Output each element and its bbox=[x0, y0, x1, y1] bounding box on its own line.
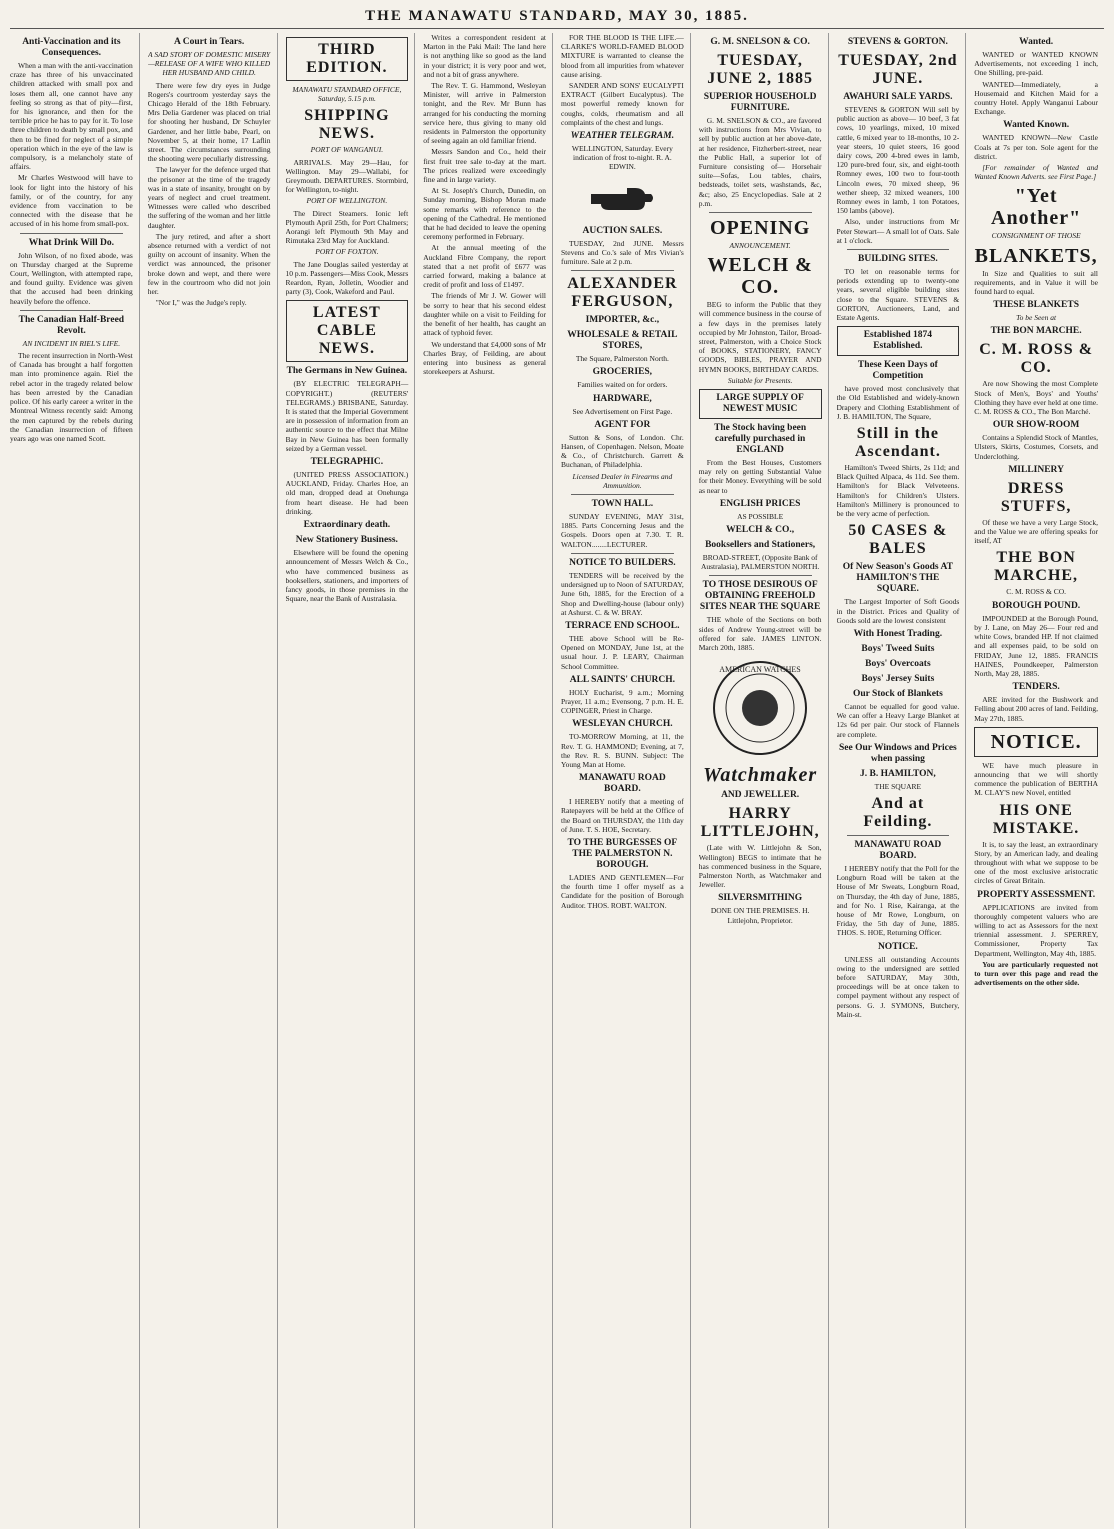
advert-title: J. B. HAMILTON, bbox=[859, 768, 936, 779]
article-paragraph: Elsewhere will be found the opening announcement of Messrs Welch & Co., who have commenced business as booksellers, stationers, and importers of fancy goods, in those premises in the Square, near the Bank of Australasia. bbox=[285, 548, 409, 604]
advert-title: THE BON MARCHE, bbox=[994, 549, 1079, 585]
advert-subtitle: Licensed Dealer in Firearms and Ammunition. bbox=[572, 471, 673, 490]
article-paragraph: (UNITED PRESS ASSOCIATION.) AUCKLAND, Friday. Charles Hoe, an old man, dropped dead at Onehunga from heart disease. He had been drinking. bbox=[285, 470, 409, 516]
advert-title: These Keen Days of Competition bbox=[857, 360, 938, 382]
advert-title: SILVERSMITHING bbox=[718, 893, 803, 904]
wanted-known-title: Wanted Known. bbox=[1003, 120, 1070, 131]
advert-title: AGENT FOR bbox=[594, 419, 651, 430]
advert-paragraph: IMPOUNDED at the Borough Pound, by J. Lane, on May 26— Four red and white Cows, branded HP. If not claimed and all expenses paid, to be sold on FRIDAY, June 12, 1885. FRANCIS HAINES, Poundkeeper, Palmerston North, May 28, 1885. bbox=[974, 613, 1098, 678]
columns bbox=[10, 33, 1104, 1528]
article-subtitle: A SAD STORY OF DOMESTIC MISERY—RELEASE OF A WIFE WHO KILLED HER HUSBAND AND CHILD. bbox=[148, 50, 271, 78]
advert-paragraph: G. M. SNELSON & CO., are favored with instructions from Mrs Vivian, to sell by public auction at her above-date, at her residence, Fitzherbert-street, near the Public Hall, a superior lot of Furniture consisting of— Horsehair suite—Sofas, Lou tables, chairs, bedsteads, toilet sets, washstands, &c, &c; also, 25 Encyclopedias. Sale at 2 p.m. bbox=[698, 116, 822, 208]
article-paragraph: At the annual meeting of the Auckland Fibre Company, the report stated that a net profit of £677 was carried forward, making a balance at credit of profit and loss of £1497. bbox=[423, 243, 546, 290]
advert-title: THE BON MARCHE. bbox=[990, 326, 1082, 337]
divider bbox=[571, 494, 674, 495]
telegraphic-title: TELEGRAPHIC. bbox=[310, 457, 384, 468]
article-paragraph: The Rev. T. G. Hammond, Wesleyan Minister, will arrive in Palmerston tonight, and the Rev. Mr Bunn has arranged for his conducting the morning service here, thus giving to many old residents in Palmerston the opportunity of seeing again an old familiar friend. bbox=[423, 81, 546, 146]
section-subtitle: PORT OF WANGANUI. bbox=[310, 145, 384, 155]
article-paragraph: John Wilson, of no fixed abode, was on Thursday charged at the Supreme Court, Wellington, with attempted rape, and found guilty. Evidence was given that the accused had been drinking heavily before the offence. bbox=[10, 250, 133, 306]
advert-paragraph: WANTED KNOWN—New Castle Coals at 7s per ton. Sole agent for the district. bbox=[974, 133, 1098, 161]
seal-text: AMERICAN WATCHES bbox=[719, 665, 801, 675]
divider bbox=[20, 310, 123, 311]
advert-paragraph: WANTED or WANTED KNOWN Advertisements, not exceeding 1 inch, One Shilling, pre-paid. bbox=[974, 50, 1098, 78]
advert-title: AWAHURI SALE YARDS. bbox=[843, 92, 953, 102]
advert-paragraph: THE above School will be Re-Opened on MONDAY, June 1st, at the usual hour. J. P. LEARY, Chairman School Committee. bbox=[561, 633, 684, 671]
advert-paragraph: FOR THE BLOOD IS THE LIFE.—CLARKE'S WORLD-FAMED BLOOD MIXTURE is warranted to cleanse the blood from all impurities from whatever cause arising. bbox=[561, 33, 684, 79]
advert-title: HARRY LITTLEJOHN, bbox=[700, 805, 820, 841]
advert-paragraph: HOLY Eucharist, 9 a.m.; Morning Prayer, 11 a.m.; Evensong, 7 p.m. H. E. COPINGER, Priest in Charge. bbox=[561, 687, 684, 716]
auction-sales-title: AUCTION SALES. bbox=[582, 225, 663, 236]
advert-paragraph: See Advertisement on First Page. bbox=[572, 406, 673, 416]
shipping-news-title: SHIPPING NEWS. bbox=[304, 107, 390, 143]
advert-title: MANAWATU ROAD BOARD. bbox=[854, 839, 942, 861]
advert-title: WELCH & CO., bbox=[726, 525, 795, 536]
advert-title: The Stock having been carefully purchased in ENGLAND bbox=[714, 423, 807, 456]
advert-paragraph: THE SQUARE bbox=[874, 781, 922, 791]
advert-title: ENGLISH PRICES bbox=[719, 498, 801, 509]
advert-title: ALL SAINTS' CHURCH. bbox=[569, 674, 676, 685]
article-title: The Germans in New Guinea. bbox=[286, 366, 408, 377]
advert-paragraph: SUNDAY EVENING, MAY 31st, 1885. Parts Concerning Jesus and the Gospels. Doors open at 7.30. T. R. WALTON........LECTURER. bbox=[561, 512, 684, 549]
advert-paragraph: TO let on reasonable terms for periods extending up to twenty-one years, several eligible building sites close to the Square. STEVENS & GORTON, Auctioneers, Land, and Estate Agents. bbox=[836, 267, 960, 323]
article-paragraph: Writes a correspondent resident at Marton in the Paki Mail: The land here is not anything like so good as the land in your district; it is very poor and wet, and not a bit of grass anywhere. bbox=[423, 33, 546, 79]
article-title-anti-vaccination: Anti-Vaccination and its Consequences. bbox=[22, 37, 121, 58]
column-2 bbox=[148, 33, 278, 1528]
advert-title: MILLINERY bbox=[1008, 464, 1064, 475]
advert-title: TENDERS. bbox=[1012, 682, 1060, 693]
masthead: THE MANAWATU STANDARD, MAY 30, 1885. bbox=[10, 8, 1104, 29]
advert-title: AND JEWELLER. bbox=[721, 790, 800, 801]
wanted-title: Wanted. bbox=[1019, 37, 1054, 47]
article-paragraph: At St. Joseph's Church, Dunedin, on Sunday morning, Bishop Moran made some remarks with reference to the opening of the Cathedral. He mentioned that he had decided to leave the opening ceremony performed in February. bbox=[423, 186, 546, 242]
divider bbox=[20, 233, 123, 234]
advert-paragraph: Contains a Splendid Stock of Mantles, Ulsters, Skirts, Costumes, Corsets, and Underclothing. bbox=[974, 433, 1098, 461]
advert-paragraph: DONE ON THE PREMISES. H. Littlejohn, Proprietor. bbox=[710, 906, 810, 925]
established-banner: Established 1874 Established. bbox=[837, 326, 960, 356]
advert-paragraph: Also, under instructions from Mr Peter Stewart— A small lot of Oats. Sale at 1 o'clock. bbox=[836, 217, 960, 245]
watch-seal-icon bbox=[710, 658, 810, 758]
advert-title: GROCERIES, bbox=[592, 367, 653, 378]
column-4 bbox=[423, 33, 553, 1528]
advert-title: HARDWARE, bbox=[592, 393, 652, 404]
advert-title: See Our Windows and Prices when passing bbox=[839, 742, 957, 764]
advert-title: Boys' Jersey Suits bbox=[861, 673, 935, 684]
advert-paragraph: WE have much pleasure in announcing that we will shortly commence the publication of BERTHA M. CLAY'S new Novel, entitled bbox=[974, 760, 1098, 798]
article-paragraph: The jury retired, and after a short absence returned with a verdict of not guilty on account of insanity. When the verdict was announced, the prisoner broke down and wept, and there were few in the courtroom who did not join her. bbox=[147, 231, 271, 297]
article-title-court-in-tears: A Court in Tears. bbox=[174, 37, 245, 47]
advert-title: SUPERIOR HOUSEHOLD FURNITURE. bbox=[703, 92, 817, 113]
advert-paragraph: C. M. ROSS & CO. bbox=[1006, 587, 1067, 597]
advert-title: Of New Season's Goods AT HAMILTON'S THE SQUARE. bbox=[842, 562, 953, 595]
divider bbox=[571, 553, 674, 554]
article-paragraph: Mr Charles Westwood will have to look for light into the history of his family, or of the country, for any evidence from vaccination to be connected with the disease that he accused of in his home from small-pox. bbox=[10, 173, 133, 229]
article-paragraph: The lawyer for the defence urged that the prisoner at the time of the tragedy was in a state of insanity, brought on by years of neglect and cruel treatment. Witnesses were called who described the suffering of the woman and her little daughter. bbox=[147, 165, 271, 230]
advert-title: TERRACE END SCHOOL. bbox=[565, 620, 680, 631]
article-paragraph: The Jane Douglas sailed yesterday at 10 p.m. Passengers—Miss Cook, Messrs Reardon, Ryan, Jolletin, Woodier and party (3), Cook, Wakeford and Paul. bbox=[285, 259, 409, 297]
third-edition-title: THIRD EDITION. bbox=[286, 37, 409, 81]
weather-text: WELLINGTON, Saturday. Every indication of frost to-night. R. A. EDWIN. bbox=[571, 144, 673, 172]
notice-title: NOTICE. bbox=[974, 727, 1098, 757]
article-subtitle: AN INCIDENT IN RIEL'S LIFE. bbox=[22, 338, 121, 348]
advert-title: Still in the Ascendant. bbox=[854, 425, 941, 461]
advert-title: TO THOSE DESIROUS OF OBTAINING FREEHOLD SITES NEAR THE SQUARE bbox=[699, 580, 821, 613]
advert-title: THESE BLANKETS bbox=[993, 300, 1080, 311]
advert-title: 50 CASES & BALES bbox=[848, 522, 948, 558]
welch-co-title: WELCH & CO. bbox=[707, 254, 813, 299]
advert-title: Booksellers and Stationers, bbox=[705, 540, 816, 551]
section-subtitle: PORT OF FOXTON. bbox=[315, 247, 379, 257]
article-paragraph: "Nor I," was the Judge's reply. bbox=[155, 298, 247, 308]
opening-title: OPENING bbox=[709, 217, 811, 240]
advert-title: ALEXANDER FERGUSON, bbox=[567, 275, 678, 311]
divider bbox=[709, 575, 812, 576]
advert-paragraph: It is, to say the least, an extraordinary Story, by an American lady, and dealing throughout with what we suppose to be one of the most exclusive aristocratic circles of Great Britain. bbox=[974, 839, 1098, 886]
article-paragraph: The friends of Mr J. W. Gower will be sorry to hear that his second eldest daughter while on a visit to Feilding for the benefit of her health, has caught an attack of typhoid fever. bbox=[423, 291, 546, 338]
article-paragraph: (BY ELECTRIC TELEGRAPH—COPYRIGHT.) (REUTERS' TELEGRAMS.) BRISBANE, Saturday. It is stated that the Imperial Government are in possession of information from an authentic source to the effect that Milne Bay in New Guinea has been formally seized by a German vessel. bbox=[285, 379, 409, 453]
article-paragraph: ARRIVALS. May 29—Hau, for Wellington. May 29—Wallabi, for Greymouth. DEPARTURES. Stormbird, for Wellington, to-night. bbox=[285, 157, 409, 195]
divider bbox=[709, 212, 812, 213]
advert-paragraph: I HEREBY notify that the Poll for the Longburn Road will be taken at the House of Mr Sweats, Longburn Road, on Thursday, the 4th day of June, 1885, and for No. 1 Rise, Kairanga, at the house of Mr Rowe, Longburn, on Friday, the 5th day of June, 1885. THOS. S. HOE, Returning Officer. bbox=[836, 863, 960, 938]
article-title-canadian-revolt: The Canadian Half-Breed Revolt. bbox=[18, 314, 125, 336]
advert-paragraph: [For remainder of Wanted and Wanted Known Adverts. see First Page.] bbox=[974, 163, 1098, 182]
article-paragraph: Messrs Sandon and Co., held their first fruit tree sale to-day at the mart. The prices realized were exceedingly fine and in large variety. bbox=[423, 147, 546, 185]
advert-paragraph: Hamilton's Tweed Shirts, 2s 11d; and Black Quilted Alpaca, 4s 11d. See them. Hamilton's for Black Velveteens. Hamilton's for Children's Ulsters. Hamilton's Millinery is pronounced to be the very acme of perfection. bbox=[836, 463, 960, 519]
advert-title: OUR SHOW-ROOM bbox=[992, 420, 1080, 431]
advert-paragraph: Cannot be equalled for good value. We can offer a Heavy Large Blanket at 12s 6d per pair. Our stock of Flannels are complete. bbox=[836, 701, 960, 739]
advert-paragraph: SANDER AND SONS' EUCALYPTI EXTRACT (Gilbert Eucalyptus). The most powerful remedy known for coughs, colds, rheumatism and all complaints of the chest and lungs. bbox=[561, 81, 684, 127]
article-paragraph: When a man with the anti-vaccination craze has three of his unvaccinated children attacked with small pox and loses them all, one cannot have any feeling so strong as that of pity—first, for his ignorance, and then for the terrible price he has to pay for it. To lose three children to death by small pox, and then to be fined for neglect of a simple operation which in the eye of the law is compulsory, is a melancholy state of affairs. bbox=[10, 61, 133, 172]
advert-paragraph: BROAD-STREET, (Opposite Bank of Australasia), PALMERSTON NORTH. bbox=[700, 553, 820, 572]
advert-title: TO THE BURGESSES OF THE PALMERSTON N. BOROUGH. bbox=[567, 837, 678, 870]
advert-paragraph: WANTED—Immediately, a Housemaid and Kitchen Maid for a country Hotel. Apply Wanganui Labour Exchange. bbox=[974, 79, 1098, 117]
advert-paragraph: The Largest Importer of Soft Goods in the District. Prices and Quality of Goods sold are the lowest consistent bbox=[836, 597, 960, 625]
blankets-title: BLANKETS, bbox=[974, 244, 1098, 267]
column-6 bbox=[699, 33, 829, 1528]
article-title-drink: What Drink Will Do. bbox=[28, 237, 114, 248]
article-paragraph: The recent insurrection in North-West of Canada has brought a half forgotten man into prominence again. Riel the rebel actor in the tragedy related below has been arrested by the Canadian police. Of his early career a writer in the Montreal Witness recently said: Among the men captured by the rebels during the Canadian insurrection of fifteen years ago was one named Scott. bbox=[10, 351, 133, 443]
advert-paragraph: (Late with W. Littlejohn & Son, Wellington) BEGS to intimate that he has commenced business in the Square, Palmerston North, as Watchmaker and Jeweller. bbox=[698, 843, 822, 890]
novel-title: HIS ONE MISTAKE. bbox=[992, 801, 1080, 837]
advert-paragraph: TUESDAY, 2nd JUNE. Messrs Stevens and Co.'s sale of Mrs Vivian's furniture. Sale at 2 p.m. bbox=[561, 238, 684, 267]
advert-title: WESLEYAN CHURCH. bbox=[572, 719, 673, 730]
advert-paragraph: STEVENS & GORTON Will sell by public auction as above— 10 beef, 3 fat cows, 10 yearlings, mixed, 10 mixed cattle, 6 mixed year to 18-months, 10 2-year steers, 10 quiet steers, 16 good dairy cows, 200 4-bred ewes in lamb, 120 pure-bred four, six, and eight-tooth Romney ewes, 100 two to four-tooth Lincoln ewes, 70 mixed sheep, 96 wether sheep, 32 mixed weaners, 100 Romney ewes in lamb, 1 ton Potatoes, 150 lambs (above). bbox=[836, 105, 960, 216]
latest-cable-news-title: LATEST CABLE NEWS. bbox=[286, 300, 409, 362]
advert-title: DRESS STUFFS, bbox=[1000, 479, 1072, 515]
advert-paragraph: APPLICATIONS are invited from thoroughly competent valuers who are willing to act as Assessors for the next triennial assessment. J. SPERREY, Commissioner, Property Tax Department, Wellington, May 4th, 1885. bbox=[974, 902, 1098, 958]
advert-paragraph: BEG to inform the Public that they will commence business in the course of a few days in the premises lately occupied by Mr Johnston, Tailor, Broad-street, Palmerston, with a Choice Stock of BOOKS, STATIONERY, FANCY GOODS, BIBLES, PRAYER AND HYMN BOOKS, BIRTHDAY CARDS. bbox=[698, 300, 822, 374]
advert-paragraph: AS POSSIBLE bbox=[737, 511, 784, 521]
advert-title: MANAWATU ROAD BOARD. bbox=[579, 773, 666, 795]
advert-title: TUESDAY, 2nd JUNE. bbox=[838, 52, 958, 87]
advert-paragraph: have proved most conclusively that the Old Established and widely-known Drapery and Clothing Establishment of J. B. HAMILTON, The Square, bbox=[836, 384, 960, 421]
advert-paragraph: TENDERS will be received by the undersigned up to Noon of SATURDAY, June 6th, 1885, for the Erection of a Shop and Dwelling-house (labour only) at Ashurst. C. & W. BRAY. bbox=[561, 570, 684, 617]
advert-paragraph: Are now Showing the most Complete Stock of Men's, Boys' and Youths' Clothing they have ever held at one time. C. M. ROSS & CO., The Bon Marché. bbox=[974, 379, 1098, 417]
article-paragraph: We understand that £4,000 sons of Mr Charles Bray, of Feilding, are about entering into business as general storekeepers at Ashurst. bbox=[423, 339, 546, 377]
weather-telegram-title: WEATHER TELEGRAM. bbox=[570, 131, 675, 142]
article-paragraph: There were few dry eyes in Judge Rogers's courtroom yesterday says the Chicago Herald of the 18th February. Mrs Delia Gardener was placed on trial for shooting her husband, Dr Schuyler Gardener, and her little babe, Pearl, on November 5, at their home, 17 Laflin street. The circumstances surrounding the shooting were peculiarly distressing. bbox=[147, 80, 271, 164]
advert-paragraph: Sutton & Sons, of London. Chr. Hansen, of Copenhagen. Nelson, Moate & Co., of Christchurch. Garrett & Buchanan, of Philadelphia. bbox=[561, 432, 684, 470]
section-subtitle: PORT OF WELLINGTON. bbox=[306, 196, 388, 206]
music-box-title: LARGE SUPPLY OF NEWEST MUSIC bbox=[699, 389, 822, 419]
opening-subtitle: ANNOUNCEMENT. bbox=[729, 241, 791, 251]
advert-paragraph: I HEREBY notify that a meeting of Ratepayers will be held at the Office of the Board on THURSDAY, the 11th day of June. T. S. HOE, Secretary. bbox=[561, 797, 684, 834]
column-7 bbox=[837, 33, 967, 1528]
yet-another-title: "Yet Another" bbox=[991, 185, 1082, 230]
advert-subtitle: To be Seen at bbox=[1016, 313, 1057, 323]
advert-paragraph: From the Best Houses, Customers may rely on getting Substantial Value for their Money. Everything will be sold as near to bbox=[698, 458, 822, 495]
advert-title: STEVENS & GORTON. bbox=[847, 37, 948, 47]
advert-paragraph: ARE invited for the Bushwork and Felling about 200 acres of land. Feilding, May 27th, 1885. bbox=[974, 695, 1098, 723]
article-title: New Stationery Business. bbox=[295, 535, 398, 546]
column-8 bbox=[974, 33, 1104, 1528]
advert-title: PROPERTY ASSESSMENT. bbox=[977, 889, 1096, 900]
advert-title: BOROUGH POUND. bbox=[992, 600, 1081, 611]
advert-title: BUILDING SITES. bbox=[858, 254, 938, 265]
advert-title: TUESDAY, JUNE 2, 1885 bbox=[707, 52, 814, 87]
article-paragraph: The Direct Steamers. Ionic left Plymouth April 25th, for Port Chalmers; Aorangi left Plymouth 9th May and Rimutaka 23rd May for Auckland. bbox=[285, 208, 409, 246]
divider bbox=[847, 835, 950, 836]
advert-title: NOTICE TO BUILDERS. bbox=[569, 557, 676, 568]
advert-title: Our Stock of Blankets bbox=[852, 688, 943, 699]
advert-paragraph: Families waited on for orders. bbox=[577, 380, 668, 390]
advert-title: C. M. ROSS & CO. bbox=[979, 341, 1094, 377]
advert-title: With Honest Trading. bbox=[853, 628, 943, 639]
divider bbox=[847, 249, 950, 250]
column-1 bbox=[10, 33, 140, 1528]
column-3 bbox=[286, 33, 416, 1528]
article-title: Extraordinary death. bbox=[303, 520, 391, 531]
pointing-hand-icon bbox=[587, 178, 657, 220]
divider bbox=[571, 270, 674, 271]
advert-title: TOWN HALL. bbox=[591, 499, 654, 510]
advert-subtitle: CONSIGNMENT OF THOSE bbox=[991, 231, 1081, 241]
advert-paragraph: THE whole of the Sections on both sides of Andrew Young-street will be offered for sale. JAMES LINTON. March 20th, 1885. bbox=[698, 615, 822, 653]
advert-paragraph: You are particularly requested not to turn over this page and read the advertisements on the other side. bbox=[974, 959, 1098, 988]
advert-paragraph: Of these we have a very Large Stock, and the Value we are offering speaks for itself, AT bbox=[974, 517, 1098, 546]
advert-paragraph: In Size and Qualities to suit all requirements, and in Value it will be found hard to equal. bbox=[974, 268, 1098, 297]
advert-subtitle: Suitable for Presents. bbox=[727, 375, 793, 385]
advert-paragraph: TO-MORROW Morning, at 11, the Rev. T. G. HAMMOND; Evening, at 7, the Rev. R. S. BUNN. Subject: The Young Man at Home. bbox=[561, 732, 684, 769]
advert-title: G. M. SNELSON & CO. bbox=[710, 37, 810, 47]
advert-title: IMPORTER, &c., bbox=[585, 315, 660, 326]
watchmaker-title: Watchmaker bbox=[703, 764, 818, 787]
advert-paragraph: LADIES AND GENTLEMEN—For the fourth time I offer myself as a Candidate for the position of Borough Auditor. THOS. ROBT. WALTON. bbox=[561, 872, 684, 910]
advert-paragraph: UNLESS all outstanding Accounts owing to the undersigned are settled before SATURDAY, May 30th, proceedings will be at once taken to compel payment without any respect of persons. G. J. SYMONS, Butchery, Main-st. bbox=[836, 954, 960, 1019]
advert-title: WHOLESALE & RETAIL STORES, bbox=[567, 330, 678, 352]
advert-title: And at Feilding. bbox=[863, 794, 933, 830]
advert-paragraph: The Square, Palmerston North. bbox=[575, 354, 669, 364]
advert-title: Boys' Tweed Suits bbox=[861, 643, 935, 654]
advert-title: Boys' Overcoats bbox=[865, 658, 931, 669]
edition-subtitle: MANAWATU STANDARD OFFICE, Saturday, 5.15 p.m. bbox=[292, 85, 402, 104]
column-5 bbox=[561, 33, 691, 1528]
advert-title: NOTICE. bbox=[877, 941, 918, 952]
